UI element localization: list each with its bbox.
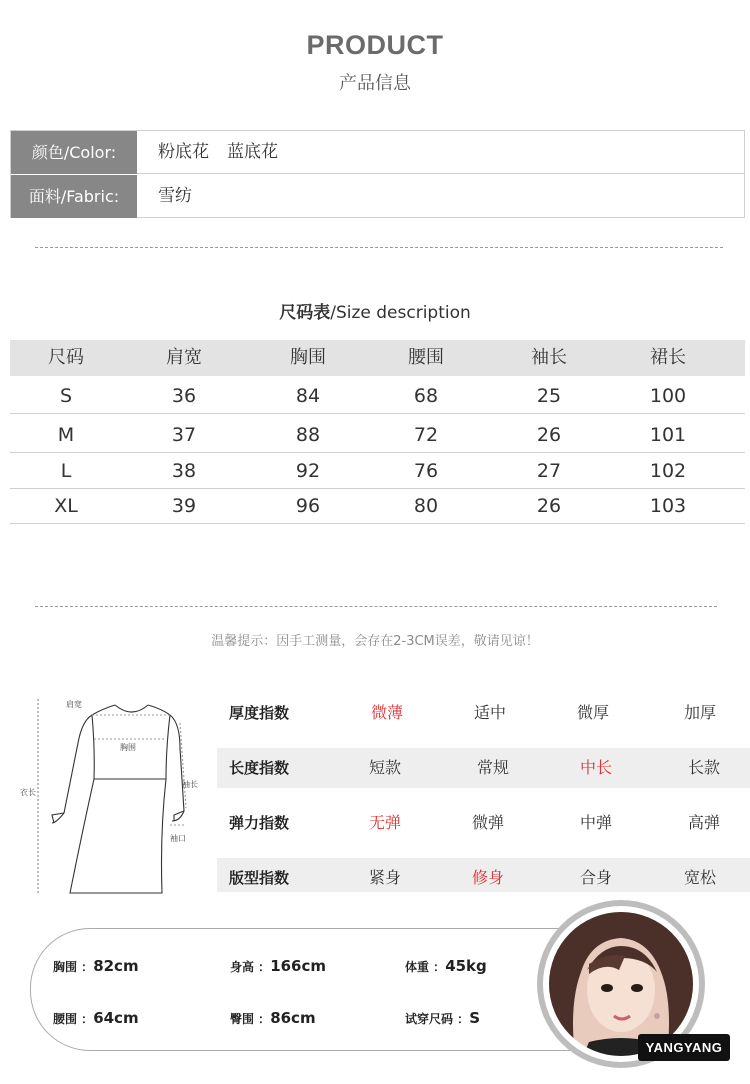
cell-waist: 80 (413, 495, 439, 517)
color-row (11, 131, 744, 174)
index-option: 修身 (471, 868, 504, 887)
divider (35, 606, 717, 607)
index-option: 微厚 (576, 703, 609, 722)
index-label: 长度指数 (229, 759, 290, 777)
index-option: 微弹 (471, 813, 504, 832)
length-index-row (217, 748, 750, 788)
index-option: 无弹 (368, 813, 401, 832)
header-sleeve: 袖长 (531, 347, 567, 368)
index-label: 弹力指数 (229, 814, 290, 832)
model-weight: 体重 ：45kg (405, 957, 487, 975)
cell-sleeve: 26 (536, 424, 562, 446)
product-info-table (10, 130, 745, 218)
model-height: 身高 ：166cm (230, 957, 327, 975)
cell-waist: 72 (413, 424, 439, 446)
header-bust: 胸围 (290, 347, 326, 368)
index-label: 版型指数 (229, 869, 290, 887)
index-option: 高弹 (687, 813, 720, 832)
label-shoulder: 肩宽 (66, 700, 82, 709)
index-option: 紧身 (368, 868, 401, 887)
model-waist: 腰围 ：64cm (53, 1009, 139, 1027)
cell-size: M (57, 424, 75, 446)
index-option: 合身 (579, 868, 612, 887)
measurement-tip: 温馨提示：因手工测量，会存在2-3CM误差，敬请见谅！ (211, 634, 539, 649)
label-length: 衣长 (20, 788, 36, 797)
index-option: 中弹 (579, 813, 612, 832)
cell-size: XL (54, 495, 78, 517)
elasticity-index-row (217, 803, 750, 843)
index-option: 微薄 (370, 703, 403, 722)
color-label: 颜色/Color: (11, 131, 137, 174)
cell-length: 102 (649, 460, 687, 482)
header-length: 裙长 (650, 347, 686, 368)
index-option: 短款 (368, 758, 401, 777)
index-option: 宽松 (683, 868, 716, 887)
cell-sleeve: 27 (536, 460, 562, 482)
dress-sketch-icon (20, 693, 210, 895)
model-bust: 胸围 ：82cm (53, 957, 139, 975)
index-option: 加厚 (683, 703, 716, 722)
model-hip: 臀围 ：86cm (230, 1009, 316, 1027)
page-subtitle: 产品信息 (339, 73, 411, 94)
header-shoulder: 肩宽 (166, 347, 202, 368)
cell-bust: 92 (295, 460, 321, 482)
table-row (10, 417, 745, 453)
color-values (158, 131, 296, 174)
cell-shoulder: 38 (171, 460, 197, 482)
size-table-title (0, 298, 750, 323)
index-option: 适中 (473, 703, 506, 722)
label-cuff: 袖口 (170, 834, 186, 843)
table-row (10, 488, 745, 524)
thickness-index-row (217, 693, 750, 733)
cell-waist: 76 (413, 460, 439, 482)
page-title: PRODUCT (306, 30, 444, 60)
cell-bust: 84 (295, 385, 321, 407)
table-row (10, 453, 745, 489)
cell-size: S (59, 385, 73, 407)
color-option-1: 粉底花 (158, 142, 209, 162)
cell-size: L (60, 460, 72, 482)
color-option-2: 蓝底花 (227, 142, 278, 162)
cell-sleeve: 26 (536, 495, 562, 517)
model-name-tag: YANGYANG (638, 1034, 730, 1061)
cell-length: 103 (649, 495, 687, 517)
label-bust: 胸围 (120, 743, 136, 752)
divider (35, 247, 723, 248)
size-title-en: /Size description (330, 303, 471, 323)
cell-bust: 96 (295, 495, 321, 517)
model-trial-size: 试穿尺码 ：S (405, 1009, 480, 1027)
header-size: 尺码 (48, 347, 84, 368)
fabric-row (11, 175, 744, 218)
header-waist: 腰围 (408, 347, 444, 368)
cell-shoulder: 37 (171, 424, 197, 446)
index-label: 厚度指数 (229, 704, 290, 722)
cell-length: 101 (649, 424, 687, 446)
fabric-value: 雪纺 (158, 186, 192, 206)
dress-diagram (20, 693, 210, 895)
index-option: 中长 (579, 758, 612, 777)
size-table-header (10, 340, 745, 376)
fit-index-row (217, 858, 750, 892)
fabric-label: 面料/Fabric: (11, 175, 137, 218)
cell-length: 100 (649, 385, 687, 407)
label-sleeve: 袖长 (182, 780, 198, 789)
index-option: 长款 (687, 758, 720, 777)
cell-sleeve: 25 (536, 385, 562, 407)
table-row (10, 378, 745, 414)
size-title-cn: 尺码表 (279, 303, 331, 323)
index-option: 常规 (476, 758, 509, 777)
cell-shoulder: 36 (171, 385, 197, 407)
cell-bust: 88 (295, 424, 321, 446)
cell-waist: 68 (413, 385, 439, 407)
cell-shoulder: 39 (171, 495, 197, 517)
